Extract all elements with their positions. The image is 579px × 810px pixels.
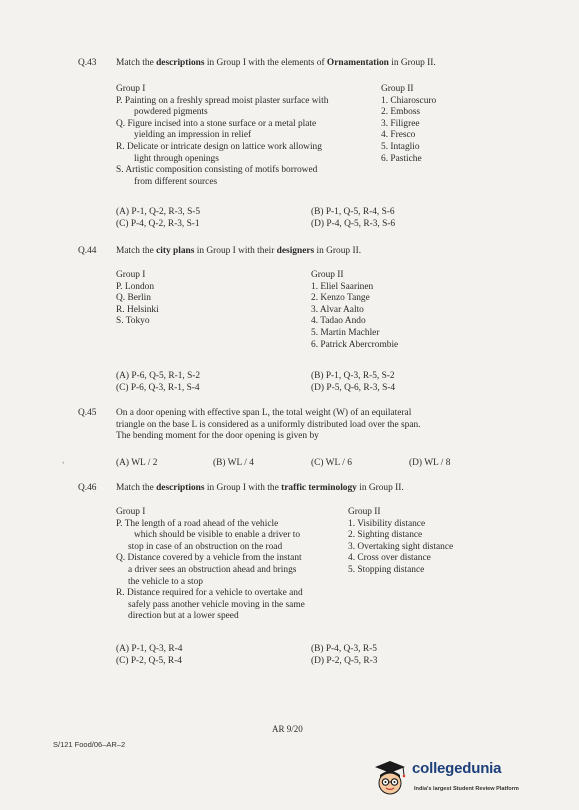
q43-answer-d: (D) P-4, Q-5, R-3, S-6: [311, 219, 396, 229]
q44-group2: [311, 270, 398, 351]
q44-option-4: 4. Tadao Ando: [311, 316, 366, 327]
q43-group2-heading: Group II: [381, 84, 414, 94]
q46-number: Q.46: [78, 483, 97, 493]
q44-option-5: 5. Martin Machler: [311, 327, 380, 338]
q44-option-1: 1. Eliel Saarinen: [311, 281, 374, 292]
q45-stem: [116, 408, 421, 443]
q45-stem-line-1: On a door opening with effective span L, the total weight (W) of an equilateral: [116, 408, 412, 418]
q44-group1-heading: Group I: [116, 270, 146, 280]
q43-option-5: 5. Intaglio: [381, 141, 420, 152]
q46-answer-b: (B) P-4, Q-3, R-5: [311, 644, 377, 654]
q44-item-r: R. Helsinki: [116, 304, 159, 315]
q45-answer-b: (B) WL / 4: [213, 458, 254, 468]
q44-item-s: S. Tokyo: [116, 316, 150, 327]
q43-option-4: 4. Fresco: [381, 130, 416, 141]
q43-answer-a: (A) P-1, Q-2, R-3, S-5: [116, 207, 201, 217]
q45-stem-line-2: triangle on the base L is considered as a uniformly distributed load over the span.: [116, 419, 421, 430]
q43-item-p-cont: powdered pigments: [134, 107, 208, 118]
q46-group2: [348, 507, 453, 577]
q43-number: Q.43: [78, 58, 97, 68]
q46-item-p-cont-2: stop in case of an obstruction on the road: [128, 541, 283, 552]
q44-item-q: Q. Berlin: [116, 293, 151, 304]
q46-item-p: P. The length of a road ahead of the vehicle: [116, 518, 279, 529]
collegedunia-logo[interactable]: [372, 757, 532, 801]
q44-item-p: P. London: [116, 281, 155, 292]
q46-item-r-cont-1: safely pass another vehicle moving in the same: [128, 599, 305, 610]
q44-stem: Match the city plans in Group I with their designers in Group II.: [116, 246, 362, 256]
logo-tagline: India's largest Student Review Platform: [414, 786, 519, 792]
q43-stem: Match the descriptions in Group I with the elements of Ornamentation in Group II.: [116, 58, 436, 68]
paper-code: S/121 Food/06–AR–2: [53, 740, 126, 749]
q44-number: Q.44: [78, 246, 97, 256]
q46-item-r: R. Distance required for a vehicle to overtake and: [116, 588, 303, 599]
q46-group2-heading: Group II: [348, 507, 381, 517]
q46-answer-a: (A) P-1, Q-3, R-4: [116, 644, 183, 654]
q46-option-2: 2. Sighting distance: [348, 530, 423, 541]
page-number: AR 9/20: [272, 724, 303, 734]
q43-item-s-cont: from different sources: [134, 176, 218, 187]
q43-option-1: 1. Chiaroscuro: [381, 95, 437, 106]
q46-answer-c: (C) P-2, Q-5, R-4: [116, 656, 182, 666]
q46-item-q: Q. Distance covered by a vehicle from the instant: [116, 553, 302, 564]
q46-group1: [116, 507, 346, 623]
stray-mark: ‘: [62, 460, 65, 469]
q43-item-r-cont: light through openings: [134, 153, 219, 164]
logo-wordmark: collegedunia: [412, 760, 502, 777]
q44-answer-a: (A) P-6, Q-5, R-1, S-2: [116, 371, 201, 381]
q45-answer-a: (A) WL / 2: [116, 458, 158, 468]
q43-group2: [381, 84, 436, 165]
q43-option-6: 6. Pastiche: [381, 153, 422, 164]
q43-option-2: 2. Emboss: [381, 107, 421, 118]
q45-answer-c: (C) WL / 6: [311, 458, 352, 468]
q43-item-r: R. Delicate or intricate design on lattice work allowing: [116, 141, 322, 152]
q44-option-6: 6. Patrick Abercrombie: [311, 339, 399, 350]
q44-group1: [116, 270, 159, 328]
q46-option-5: 5. Stopping distance: [348, 564, 425, 575]
q43-answer-b: (B) P-1, Q-5, R-4, S-6: [311, 207, 395, 217]
q44-answer-b: (B) P-1, Q-3, R-5, S-2: [311, 371, 395, 381]
q43-item-q-cont: yielding an impression in relief: [134, 130, 252, 141]
q46-group1-heading: Group I: [116, 507, 146, 517]
q44-group2-heading: Group II: [311, 270, 344, 280]
q45-stem-line-3: The bending moment for the door opening is given by: [116, 431, 319, 442]
q44-option-3: 3. Alvar Aalto: [311, 304, 364, 315]
q46-option-4: 4. Cross over distance: [348, 553, 431, 564]
graduate-face-icon: [372, 759, 408, 797]
q43-answer-c: (C) P-4, Q-2, R-3, S-1: [116, 219, 200, 229]
q43-option-3: 3. Filigree: [381, 118, 420, 129]
q45-answer-d: (D) WL / 8: [409, 458, 451, 468]
q43-item-s: S. Artistic composition consisting of motifs borrowed: [116, 165, 318, 176]
q44-answer-d: (D) P-5, Q-6, R-3, S-4: [311, 383, 396, 393]
q46-item-r-cont-2: direction but at a lower speed: [128, 611, 239, 622]
q46-item-q-cont-2: the vehicle to a stop: [128, 576, 203, 587]
q46-answer-d: (D) P-2, Q-5, R-3: [311, 656, 378, 666]
q43-item-q: Q. Figure incised into a stone surface or a metal plate: [116, 118, 317, 129]
q46-option-3: 3. Overtaking sight distance: [348, 541, 454, 552]
q44-answer-c: (C) P-6, Q-3, R-1, S-4: [116, 383, 200, 393]
q45-number: Q.45: [78, 408, 97, 418]
q46-option-1: 1. Visibility distance: [348, 518, 426, 529]
q44-option-2: 2. Kenzo Tange: [311, 293, 370, 304]
q46-stem: Match the descriptions in Group I with the traffic terminology in Group II.: [116, 483, 404, 493]
q46-item-q-cont-1: a driver sees an obstruction ahead and brings: [128, 564, 297, 575]
q43-item-p: P. Painting on a freshly spread moist plaster surface with: [116, 95, 329, 106]
q46-item-p-cont-1: which should be visible to enable a driver to: [134, 530, 301, 541]
q43-group1-heading: Group I: [116, 84, 146, 94]
q43-group1: [116, 84, 378, 188]
